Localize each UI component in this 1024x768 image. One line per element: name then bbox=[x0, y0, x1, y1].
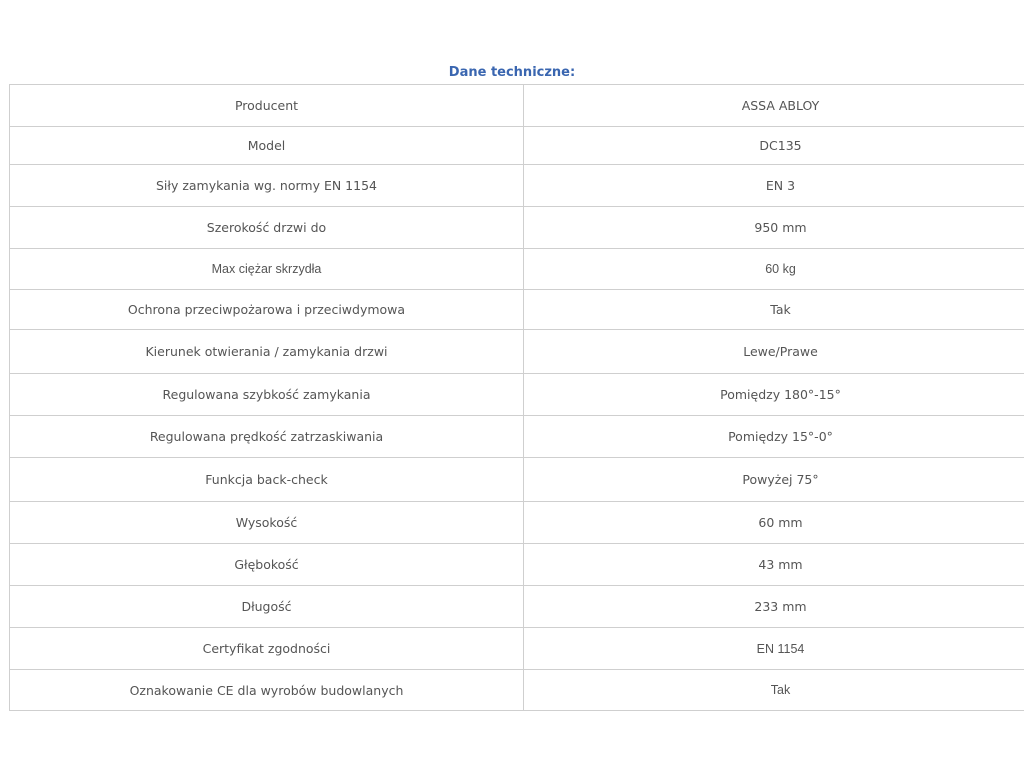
spec-value: Pomiędzy 180°-15° bbox=[524, 374, 1024, 416]
spec-value: Tak bbox=[524, 290, 1024, 330]
table-row bbox=[10, 207, 1024, 249]
spec-label: Producent bbox=[10, 85, 524, 127]
table-row bbox=[10, 670, 1024, 711]
table-row bbox=[10, 586, 1024, 628]
spec-value: Tak bbox=[524, 670, 1024, 711]
spec-label: Głębokość bbox=[10, 544, 524, 586]
spec-value: 60 kg bbox=[524, 249, 1024, 290]
spec-value: 43 mm bbox=[524, 544, 1024, 586]
spec-value: 233 mm bbox=[524, 586, 1024, 628]
spec-value: 950 mm bbox=[524, 207, 1024, 249]
spec-value: Powyżej 75° bbox=[524, 458, 1024, 502]
spec-value: Pomiędzy 15°-0° bbox=[524, 416, 1024, 458]
spec-label: Siły zamykania wg. normy EN 1154 bbox=[10, 165, 524, 207]
spec-table bbox=[9, 84, 1024, 711]
spec-value: EN 3 bbox=[524, 165, 1024, 207]
table-row bbox=[10, 416, 1024, 458]
spec-label: Kierunek otwierania / zamykania drzwi bbox=[10, 330, 524, 374]
spec-label: Certyfikat zgodności bbox=[10, 628, 524, 670]
table-row bbox=[10, 544, 1024, 586]
spec-value: EN 1154 bbox=[524, 628, 1024, 670]
spec-value: Lewe/Prawe bbox=[524, 330, 1024, 374]
table-row bbox=[10, 502, 1024, 544]
table-row bbox=[10, 374, 1024, 416]
table-row bbox=[10, 85, 1024, 127]
table-row bbox=[10, 458, 1024, 502]
spec-value: 60 mm bbox=[524, 502, 1024, 544]
spec-label: Regulowana szybkość zamykania bbox=[10, 374, 524, 416]
spec-label: Funkcja back-check bbox=[10, 458, 524, 502]
spec-label: Oznakowanie CE dla wyrobów budowlanych bbox=[10, 670, 524, 711]
table-row bbox=[10, 127, 1024, 165]
table-row bbox=[10, 249, 1024, 290]
spec-value: ASSA ABLOY bbox=[524, 85, 1024, 127]
spec-value: DC135 bbox=[524, 127, 1024, 165]
table-caption: Dane techniczne: bbox=[448, 65, 576, 80]
spec-label: Ochrona przeciwpożarowa i przeciwdymowa bbox=[10, 290, 524, 330]
table-row bbox=[10, 165, 1024, 207]
spec-label: Model bbox=[10, 127, 524, 165]
table-row bbox=[10, 330, 1024, 374]
spec-label: Wysokość bbox=[10, 502, 524, 544]
table-row bbox=[10, 290, 1024, 330]
spec-label: Długość bbox=[10, 586, 524, 628]
table-row bbox=[10, 628, 1024, 670]
spec-label: Szerokość drzwi do bbox=[10, 207, 524, 249]
spec-label: Regulowana prędkość zatrzaskiwania bbox=[10, 416, 524, 458]
spec-label: Max ciężar skrzydła bbox=[10, 249, 524, 290]
